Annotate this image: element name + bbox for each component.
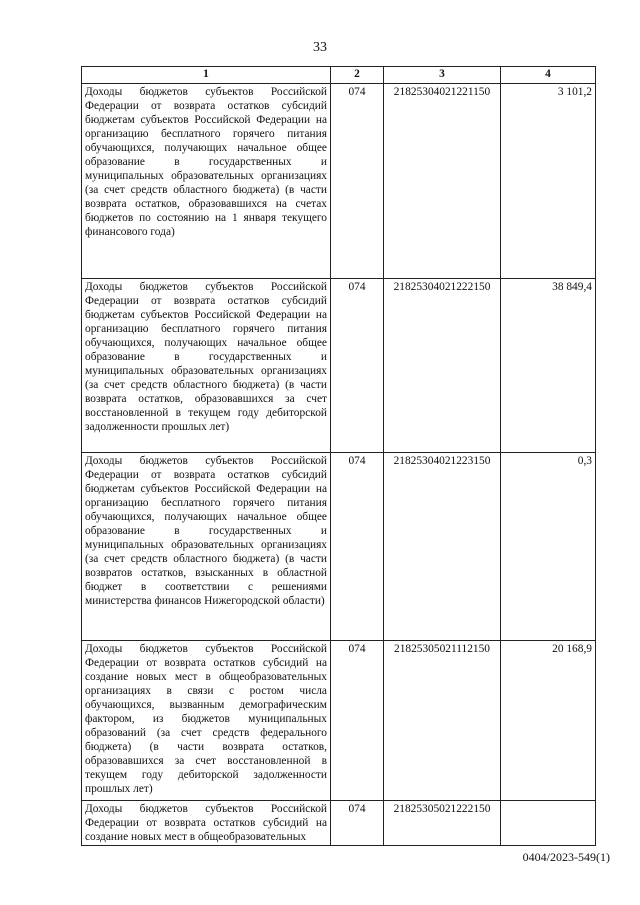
row-amount: 20 168,9: [501, 641, 596, 801]
table-row: [82, 641, 596, 801]
row-amount: [501, 801, 596, 846]
row-admin-code: 074: [331, 453, 384, 641]
row-admin-code: 074: [331, 641, 384, 801]
column-header-4: 4: [501, 67, 596, 84]
table-row: [82, 279, 596, 453]
page-number: 33: [313, 40, 327, 55]
row-admin-code: 074: [331, 279, 384, 453]
row-description: Доходы бюджетов субъектов Российской Федерации от возврата остатков субсидий на создание новых мест в общеобразовательных: [82, 801, 331, 846]
row-budget-code: 21825305021222150: [384, 801, 501, 846]
row-amount: 0,3: [501, 453, 596, 641]
row-budget-code: 21825305021112150: [384, 641, 501, 801]
row-admin-code: 074: [331, 84, 384, 279]
column-header-3: 3: [384, 67, 501, 84]
table-header-row: [82, 67, 596, 84]
document-footer-code: 0404/2023-549(1): [522, 850, 610, 864]
column-header-1: 1: [82, 67, 331, 84]
column-header-2: 2: [331, 67, 384, 84]
revenue-table: [81, 66, 596, 846]
row-amount: 3 101,2: [501, 84, 596, 279]
table-row: [82, 84, 596, 279]
row-admin-code: 074: [331, 801, 384, 846]
table-row: [82, 801, 596, 846]
row-budget-code: 21825304021223150: [384, 453, 501, 641]
row-description: Доходы бюджетов субъектов Российской Федерации от возврата остатков субсидий бюджетам субъектов Российской Федерации на организацию бесплатного горячего питания обучающихся, получающих начальное общее образование в государственных и муниципальных образовательных организациях (за счет средств областного бюджета) (в части возврата остатков, образовавшихся на счетах бюджетов по состоянию на 1 января текущего финансового года): [82, 84, 331, 279]
row-description: Доходы бюджетов субъектов Российской Федерации от возврата остатков субсидий на создание новых мест в общеобразовательных организациях в связи с ростом числа обучающихся, вызванным демографическим фактором, из бюджетов муниципальных образований (за счет средств федерального бюджета) (в части возврата остатков, образовавшихся за счет восстановленной в текущем году дебиторской задолженности прошлых лет): [82, 641, 331, 801]
row-description: Доходы бюджетов субъектов Российской Федерации от возврата остатков субсидий бюджетам субъектов Российской Федерации на организацию бесплатного горячего питания обучающихся, получающих начальное общее образование в государственных и муниципальных образовательных организациях (за счет средств областного бюджета) (в части возврата остатков, образовавшихся за счет восстановленной в текущем году дебиторской задолженности прошлых лет): [82, 279, 331, 453]
row-description: Доходы бюджетов субъектов Российской Федерации от возврата остатков субсидий бюджетам субъектов Российской Федерации на организацию бесплатного горячего питания обучающихся, получающих начальное общее образование в государственных и муниципальных образовательных организациях (за счет средств областного бюджета) (в части возвратов остатков, взысканных в областной бюджет в соответствии с решениями министерства финансов Нижегородской области): [82, 453, 331, 641]
row-budget-code: 21825304021222150: [384, 279, 501, 453]
row-budget-code: 21825304021221150: [384, 84, 501, 279]
row-amount: 38 849,4: [501, 279, 596, 453]
table-row: [82, 453, 596, 641]
